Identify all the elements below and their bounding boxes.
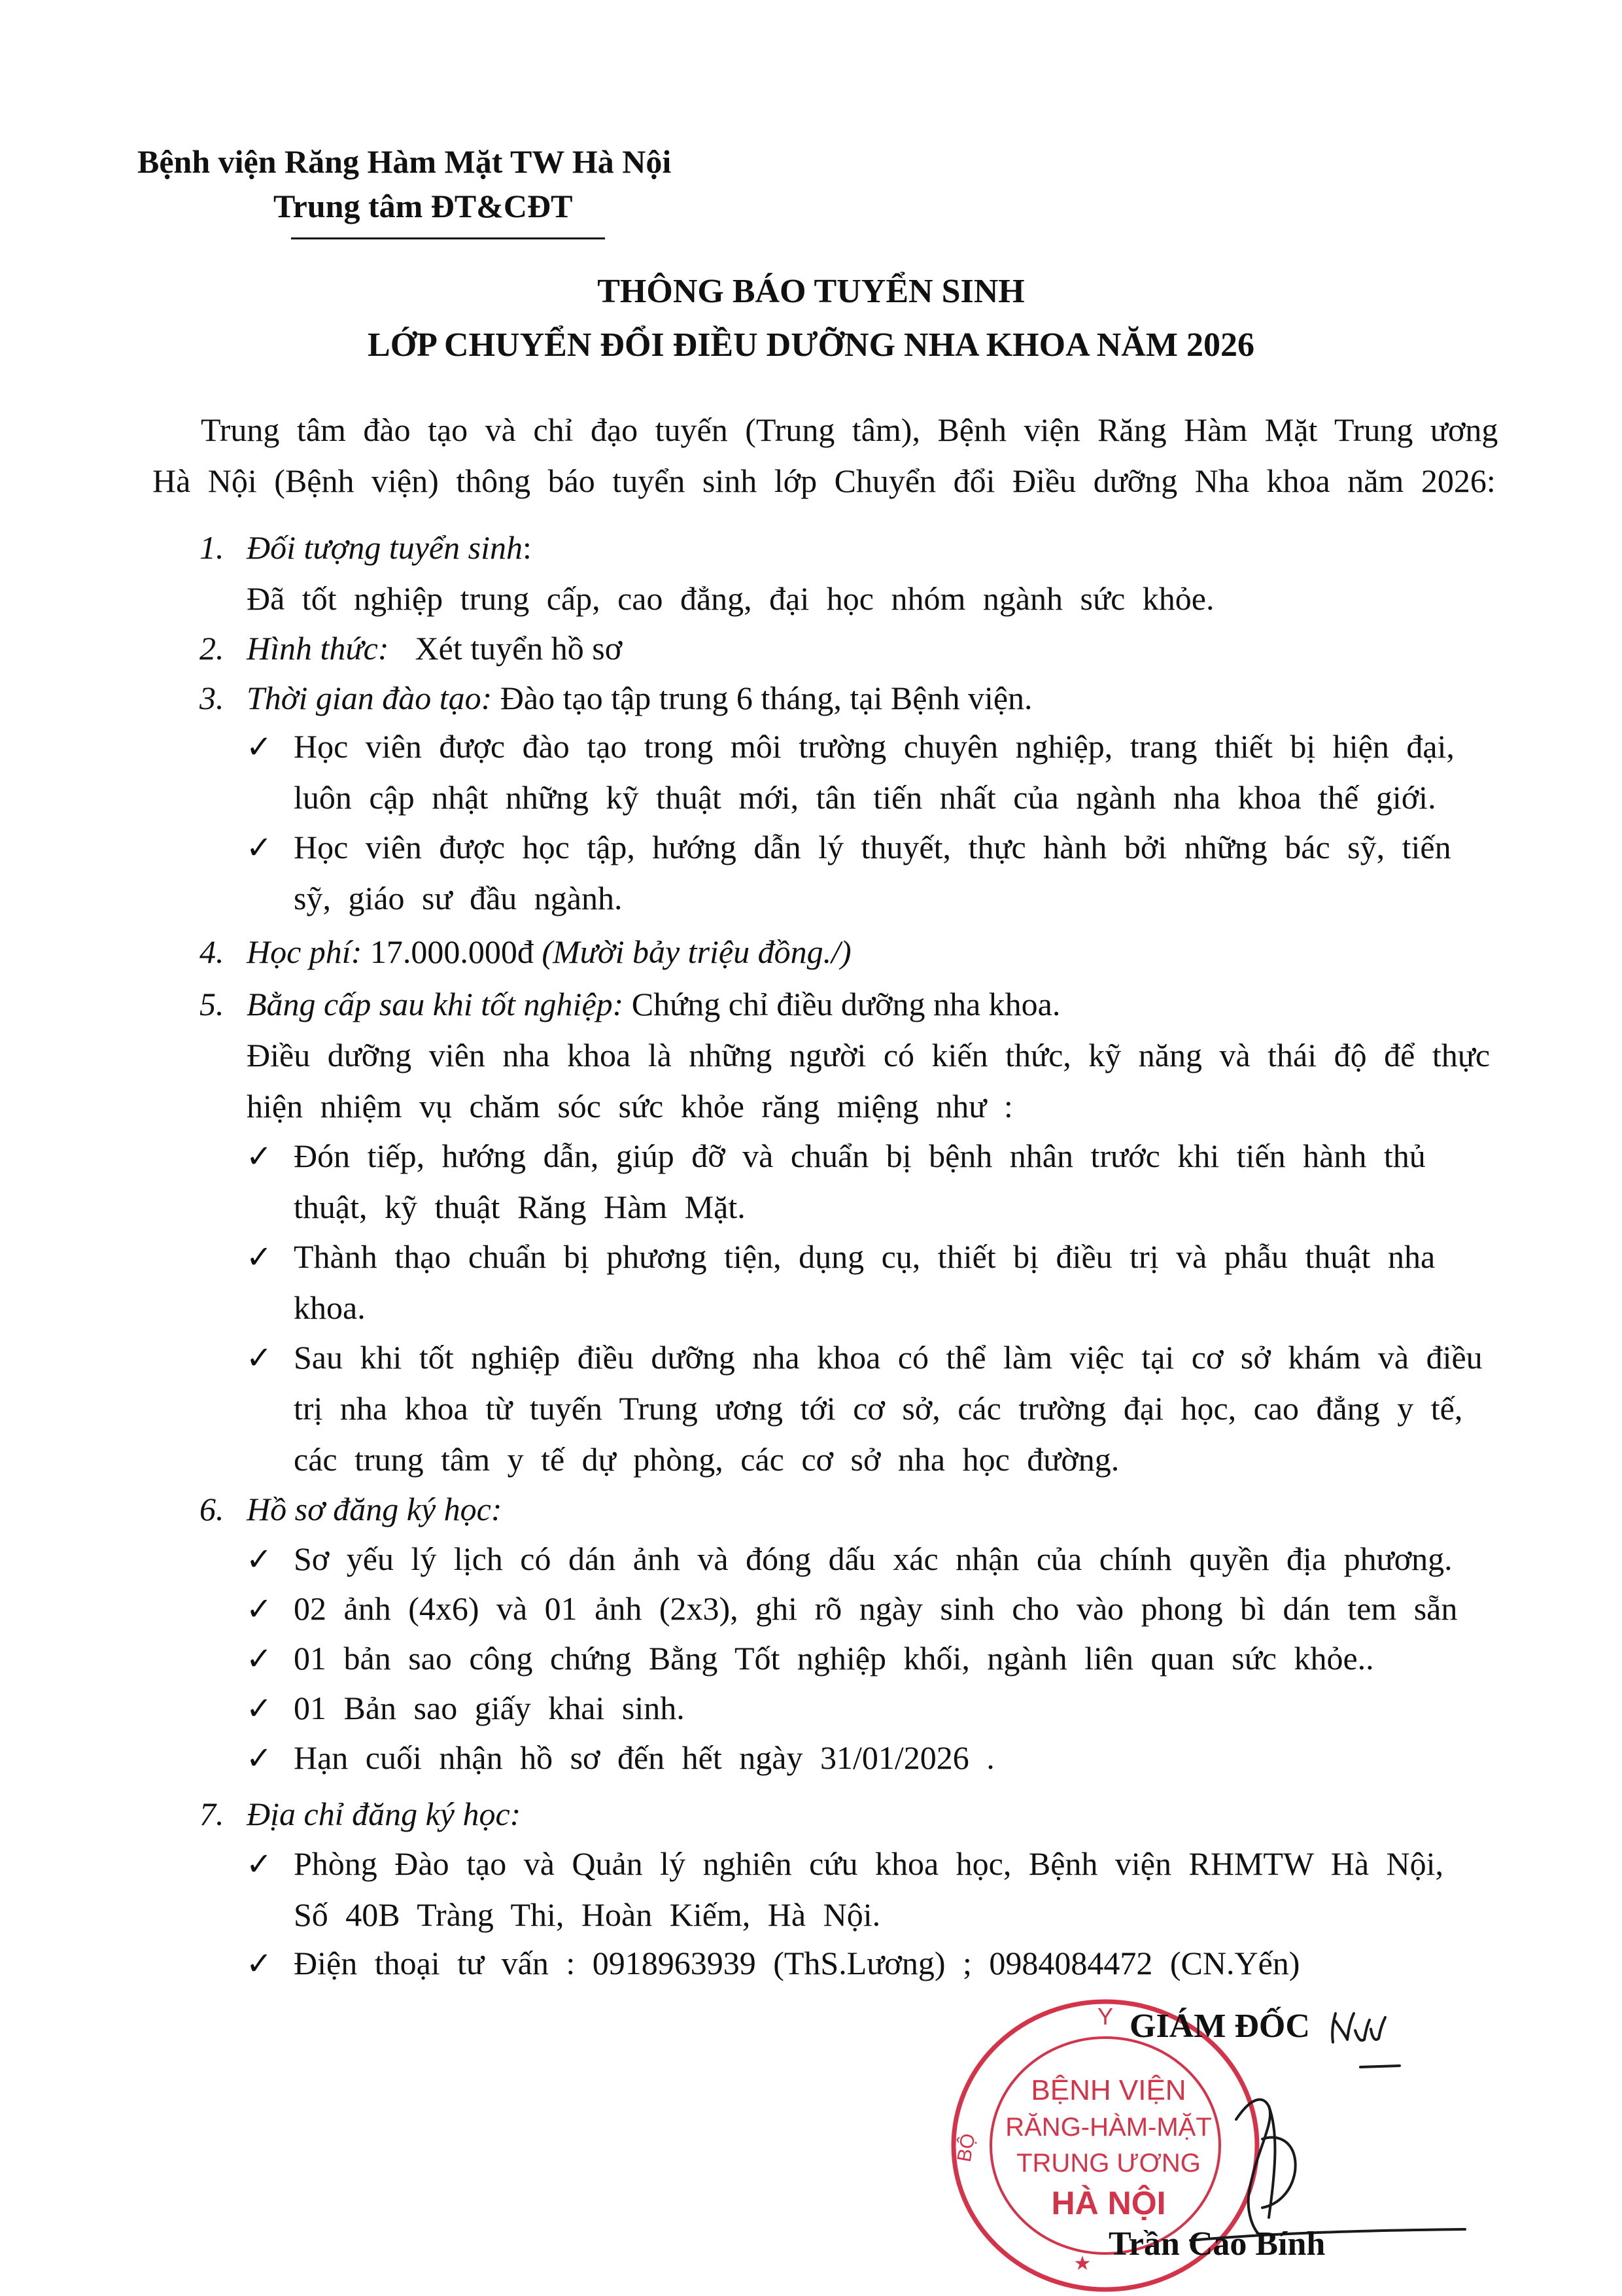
- section-5-bullet-1: Đón tiếp, hướng dẫn, giúp đỡ và chuẩn bị bệnh nhân trước khi tiến hành thủ: [294, 1138, 1426, 1174]
- notice-title: THÔNG BÁO TUYỂN SINH: [597, 273, 1025, 310]
- section-5-bullet-2-cont: khoa.: [294, 1289, 366, 1326]
- section-3-number: 3.: [199, 680, 224, 716]
- section-1-heading: Đối tượng tuyển sinh:: [247, 529, 532, 566]
- section-1-label: Đối tượng tuyển sinh: [247, 529, 523, 566]
- section-4-label: Học phí:: [247, 933, 362, 970]
- section-3-bullet-1-cont: luôn cập nhật những kỹ thuật mới, tân tiến nhất của ngành nha khoa thế giới.: [294, 779, 1436, 816]
- intro-line-1: Trung tâm đào tạo và chỉ đạo tuyến (Trung tâm), Bệnh viện Răng Hàm Mặt Trung ương: [201, 411, 1498, 448]
- notice-subtitle: LỚP CHUYỂN ĐỔI ĐIỀU DƯỠNG NHA KHOA NĂM 2026: [368, 326, 1254, 364]
- section-6-bullet-2: 02 ảnh (4x6) và 01 ảnh (2x3), ghi rõ ngày sinh cho vào phong bì dán tem sẵn: [294, 1590, 1458, 1627]
- section-7-bullet-1: Phòng Đào tạo và Quản lý nghiên cứu khoa học, Bệnh viện RHMTW Hà Nội,: [294, 1845, 1444, 1882]
- section-4-heading: Học phí: 17.000.000đ (Mười bảy triệu đồng./): [247, 933, 852, 970]
- section-6-number: 6.: [199, 1491, 224, 1527]
- checkmark-icon: ✓: [246, 1591, 273, 1627]
- checkmark-icon: ✓: [246, 1340, 273, 1376]
- org-unit: Trung tâm ĐT&CĐT: [273, 188, 573, 224]
- section-5-bullet-3-cont-2: các trung tâm y tế dự phòng, các cơ sở nha học đường.: [294, 1441, 1120, 1478]
- checkmark-icon: ✓: [246, 729, 273, 765]
- section-3-bullet-2-cont: sỹ, giáo sư đầu ngành.: [294, 880, 623, 916]
- section-3-bullet-1: Học viên được đào tạo trong môi trường chuyên nghiệp, trang thiết bị hiện đại,: [294, 728, 1455, 765]
- section-6-bullet-3: 01 bản sao công chứng Bằng Tốt nghiệp khối, ngành liên quan sức khỏe..: [294, 1640, 1374, 1677]
- checkmark-icon: ✓: [246, 1945, 273, 1982]
- section-3-heading: Thời gian đào tạo: Đào tạo tập trung 6 tháng, tại Bệnh viện.: [247, 680, 1033, 716]
- handwritten-signature: [1164, 1982, 1491, 2257]
- section-6-bullet-5: Hạn cuối nhận hồ sơ đến hết ngày 31/01/2026 .: [294, 1739, 995, 1776]
- stamp-line-1: BỆNH VIỆN: [1031, 2074, 1186, 2106]
- org-name: Bệnh viện Răng Hàm Mặt TW Hà Nội: [137, 143, 672, 180]
- section-2-label: Hình thức:: [247, 630, 389, 667]
- section-7-number: 7.: [199, 1796, 224, 1832]
- section-5-bullet-3-cont: trị nha khoa từ tuyến Trung ương tới cơ sở, các trường đại học, cao đẳng y tế,: [294, 1390, 1463, 1427]
- section-7-bullet-1-cont: Số 40B Tràng Thi, Hoàn Kiếm, Hà Nội.: [294, 1896, 881, 1933]
- section-7-heading: [247, 1798, 521, 1830]
- stamp-line-3: TRUNG ƯƠNG: [1016, 2149, 1201, 2178]
- header-divider: [291, 237, 605, 239]
- section-7-bullet-2: Điện thoại tư vấn : 0918963939 (ThS.Lương) ; 0984084472 (CN.Yến): [294, 1945, 1300, 1981]
- section-5-heading: Bằng cấp sau khi tốt nghiệp: Chứng chỉ điều dưỡng nha khoa.: [247, 986, 1061, 1022]
- section-6-bullet-1: Sơ yếu lý lịch có dán ảnh và đóng dấu xác nhận của chính quyền địa phương.: [294, 1540, 1453, 1577]
- section-5-bullet-3: Sau khi tốt nghiệp điều dưỡng nha khoa có thể làm việc tại cơ sở khám và điều: [294, 1339, 1483, 1376]
- section-1-number: 1.: [199, 529, 224, 566]
- checkmark-icon: ✓: [246, 1138, 273, 1175]
- checkmark-icon: ✓: [246, 1641, 273, 1677]
- section-5-bullet-2: Thành thạo chuẩn bị phương tiện, dụng cụ, thiết bị điều trị và phẫu thuật nha: [294, 1238, 1436, 1275]
- section-7-label: Địa chỉ đăng ký học:: [247, 1796, 521, 1832]
- section-4-number: 4.: [199, 933, 224, 970]
- section-1-text: Đã tốt nghiệp trung cấp, cao đẳng, đại học nhóm ngành sức khỏe.: [247, 580, 1215, 617]
- section-5-bullet-1-cont: thuật, kỹ thuật Răng Hàm Mặt.: [294, 1189, 746, 1225]
- section-3-bullet-2: Học viên được học tập, hướng dẫn lý thuyết, thực hành bởi những bác sỹ, tiến: [294, 829, 1451, 865]
- signatory-title: GIÁM ĐỐC: [1130, 2008, 1310, 2045]
- stamp-side-text: BỘ: [953, 2132, 980, 2164]
- section-2-heading: Hình thức: Xét tuyển hồ sơ: [247, 630, 623, 667]
- intro-line-2: Hà Nội (Bệnh viện) thông báo tuyển sinh lớp Chuyển đổi Điều dưỡng Nha khoa năm 2026:: [152, 462, 1496, 499]
- section-2-number: 2.: [199, 630, 224, 667]
- stamp-line-2: RĂNG-HÀM-MẶT: [1005, 2113, 1212, 2142]
- section-3-label: Thời gian đào tạo:: [247, 680, 492, 716]
- stamp-star-icon: ★: [1073, 2253, 1092, 2274]
- section-5-desc-1: Điều dưỡng viên nha khoa là những người có kiến thức, kỹ năng và thái độ để thực: [247, 1037, 1491, 1073]
- checkmark-icon: ✓: [246, 1846, 273, 1883]
- checkmark-icon: ✓: [246, 1239, 273, 1276]
- signatory-name: Trần Cao Bính: [1109, 2225, 1326, 2263]
- checkmark-icon: ✓: [246, 829, 273, 866]
- section-6-label: Hồ sơ đăng ký học:: [247, 1491, 502, 1527]
- checkmark-icon: ✓: [246, 1541, 273, 1578]
- section-6-heading: [247, 1493, 502, 1525]
- section-5-desc-2: hiện nhiệm vụ chăm sóc sức khỏe răng miệng như :: [247, 1088, 1013, 1124]
- section-5-label: Bằng cấp sau khi tốt nghiệp:: [247, 986, 624, 1022]
- section-5-number: 5.: [199, 986, 224, 1022]
- stamp-line-4: HÀ NỘI: [1051, 2185, 1166, 2221]
- checkmark-icon: ✓: [246, 1690, 273, 1727]
- stamp-top-letter: Y: [1097, 2003, 1114, 2030]
- section-6-bullet-4: 01 Bản sao giấy khai sinh.: [294, 1690, 685, 1726]
- checkmark-icon: ✓: [246, 1740, 273, 1777]
